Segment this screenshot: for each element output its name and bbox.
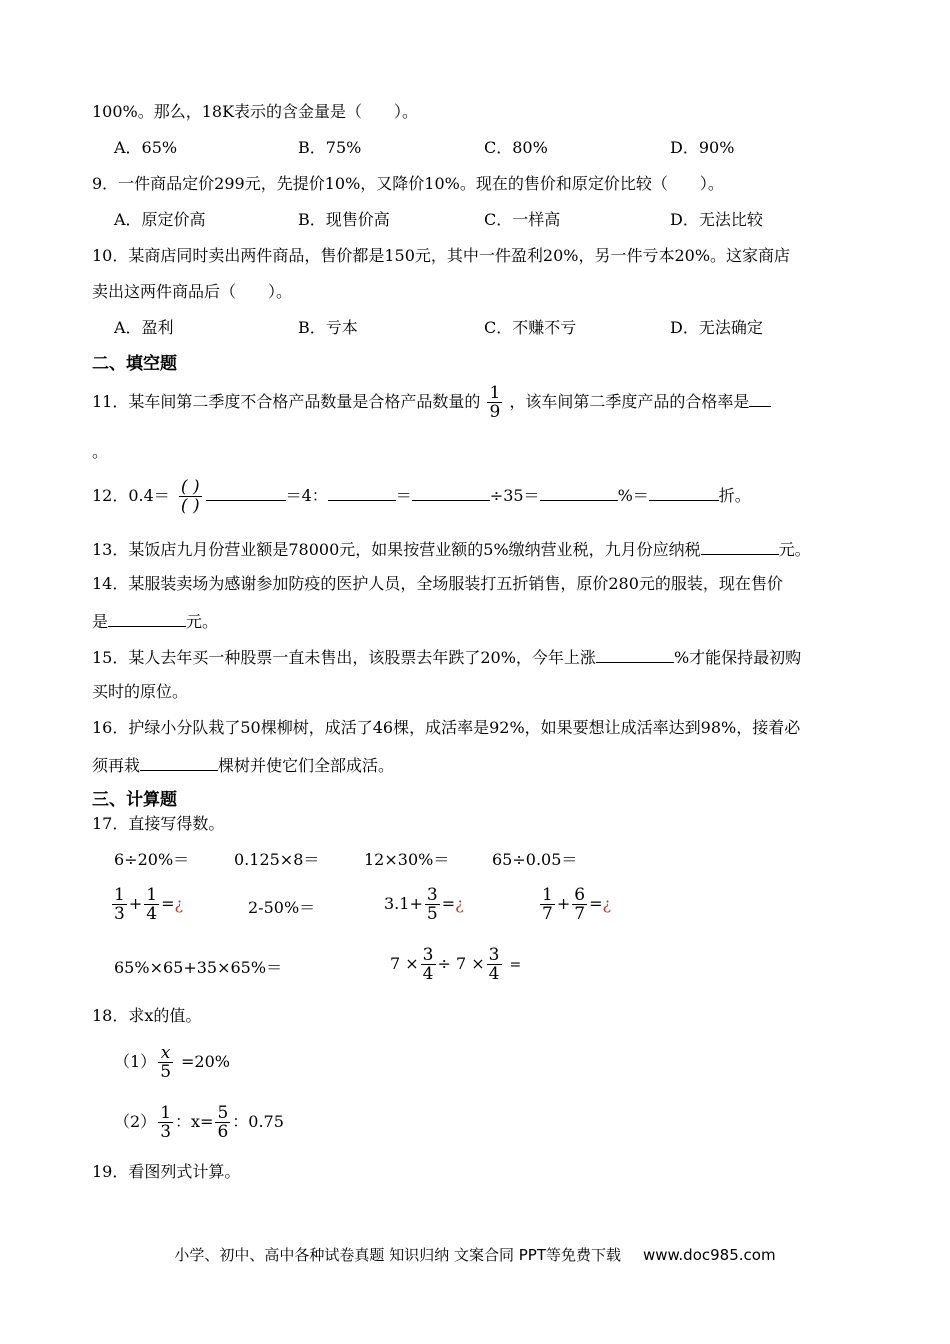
q12-part-a: 12．0.4＝ xyxy=(92,486,170,505)
calc-10-frac-2-num: 3 xyxy=(488,945,500,965)
calc-7-equals: = xyxy=(441,894,456,913)
calc-5 xyxy=(110,884,183,924)
q10-option-b: B．亏本 xyxy=(298,318,358,337)
q13-part-a: 13．某饭店九月份营业额是78000元，如果按营业额的5%缴纳营业税，九月份应纳税 xyxy=(92,540,701,559)
q9-option-c: C．一样高 xyxy=(484,210,561,229)
q11-end: 。 xyxy=(92,442,109,461)
calc-8-frac-1-den: 7 xyxy=(542,904,553,924)
calc-10-frac-2 xyxy=(487,946,502,983)
q12-text xyxy=(92,474,751,518)
calc-10-frac-1 xyxy=(421,946,436,983)
calc-10-equals: = xyxy=(509,957,522,973)
q10-line1: 10．某商店同时卖出两件商品，售价都是150元，其中一件盈利20%，另一件亏本20%。这家商店 xyxy=(92,246,791,265)
page-footer xyxy=(0,1244,950,1265)
q12-part-b: ＝4： xyxy=(285,486,328,505)
q12-part-e: %＝ xyxy=(617,486,649,505)
q10-option-a: A．盈利 xyxy=(114,318,174,337)
q18-eq-1-rhs: =20% xyxy=(181,1052,230,1071)
calc-9: 65%×65+35×65%＝ xyxy=(114,958,283,977)
q8-tail: 100%。那么，18K表示的含金量是（ ）。 xyxy=(92,102,419,121)
q18-eq-2-frac-1-den: 3 xyxy=(160,1122,172,1142)
q18-eq-2 xyxy=(114,1102,284,1142)
q12-part-d: ÷35＝ xyxy=(489,486,540,505)
q10-option-c: C．不赚不亏 xyxy=(484,318,577,337)
calc-8-frac-1 xyxy=(540,886,555,923)
q14-line2 xyxy=(92,610,218,632)
q11-fraction-denominator: 9 xyxy=(489,402,501,422)
q13-part-b: 元。 xyxy=(778,540,811,559)
q14-line1: 14．某服装卖场为感谢参加防疫的医护人员，全场服装打五折销售，原价280元的服装，现在售价 xyxy=(92,574,783,593)
footer-text: 小学、初中、高中各种试卷真题 知识归纳 文案合同 PPT等免费下载 xyxy=(174,1246,621,1264)
q16-part-b: 棵树并使它们全部成活。 xyxy=(218,756,395,775)
q8-option-d: D．90% xyxy=(670,138,735,157)
calc-10-mid: ÷ 7 × xyxy=(437,954,485,973)
q13-blank[interactable] xyxy=(701,538,779,555)
q18-eq-1 xyxy=(114,1042,230,1082)
q9-text: 9．一件商品定价299元，先提价10%，又降价10%。现在的售价和原定价比较（ ）。 xyxy=(92,174,724,193)
q11-blank[interactable] xyxy=(749,390,771,407)
q16-part-a: 须再栽 xyxy=(92,756,141,775)
q12-fraction-numerator: ( ) xyxy=(180,477,200,497)
calc-7 xyxy=(384,884,464,924)
q18-eq-1-label: （1） xyxy=(114,1052,157,1071)
q14-part-a: 是 xyxy=(92,612,109,631)
calc-5-plus: + xyxy=(128,894,143,913)
calc-1: 6÷20%＝ xyxy=(114,850,190,869)
calc-8 xyxy=(538,884,611,924)
q8-option-b: B．75% xyxy=(298,138,362,157)
q15-blank[interactable] xyxy=(596,646,674,663)
q11-fraction-numerator: 1 xyxy=(489,383,501,403)
q10-line2: 卖出这两件商品后（ ）。 xyxy=(92,282,293,301)
calc-7-glyph: ¿ xyxy=(455,894,464,913)
q18-text: 18．求x的值。 xyxy=(92,1006,202,1025)
calc-4: 65÷0.05＝ xyxy=(492,850,578,869)
calc-10-frac-2-den: 4 xyxy=(488,964,500,984)
q11-part-a: 11．某车间第二季度不合格产品数量是合格产品数量的 xyxy=(92,392,481,411)
calc-5-frac-2-num: 1 xyxy=(146,885,158,905)
q17-text: 17．直接写得数。 xyxy=(92,814,225,833)
calc-8-glyph: ¿ xyxy=(602,894,612,913)
q18-eq-2-frac-1 xyxy=(158,1104,173,1141)
q15-line1 xyxy=(92,646,801,668)
q12-blank-5[interactable] xyxy=(649,484,719,501)
calc-5-glyph: ¿ xyxy=(174,894,184,913)
q9-option-a: A．原定价高 xyxy=(114,210,206,229)
calc-8-frac-2-num: 6 xyxy=(574,885,586,905)
calc-2: 0.125×8＝ xyxy=(234,850,320,869)
calc-8-frac-1-num: 1 xyxy=(542,885,553,905)
calc-10 xyxy=(390,944,521,985)
q8-option-c: C．80% xyxy=(484,138,548,157)
q9-option-d: D．无法比较 xyxy=(670,210,763,229)
calc-5-equals: = xyxy=(161,894,175,913)
q16-blank[interactable] xyxy=(140,754,218,771)
q11-part-b: ，该车间第二季度产品的合格率是 xyxy=(509,392,750,411)
calc-7-frac-num: 3 xyxy=(426,885,438,905)
q18-eq-2-frac-2 xyxy=(215,1104,230,1141)
calc-3: 12×30%＝ xyxy=(364,850,450,869)
calc-5-frac-2 xyxy=(144,886,159,923)
q9-option-b: B．现售价高 xyxy=(298,210,390,229)
calc-10-frac-1-den: 4 xyxy=(422,964,434,984)
q14-blank[interactable] xyxy=(108,610,186,627)
section-fill-in-heading: 二、填空题 xyxy=(92,354,177,374)
calc-5-frac-1 xyxy=(112,886,127,923)
q18-eq-1-frac xyxy=(158,1044,173,1081)
q18-eq-2-label: （2） xyxy=(114,1112,157,1131)
calc-8-plus: + xyxy=(556,894,571,913)
footer-url[interactable]: www.doc985.com xyxy=(642,1246,776,1264)
q18-eq-2-frac-2-num: 5 xyxy=(217,1103,229,1123)
q18-eq-2-frac-2-den: 6 xyxy=(217,1122,229,1142)
section-calculation-heading: 三、计算题 xyxy=(92,790,177,810)
q18-eq-2-frac-1-num: 1 xyxy=(160,1103,172,1123)
q18-eq-2-rhs: ：0.75 xyxy=(232,1112,284,1131)
calc-8-frac-2-den: 7 xyxy=(574,904,586,924)
q14-part-b: 元。 xyxy=(186,612,219,631)
q12-part-f: 折。 xyxy=(718,486,751,505)
q19-text: 19．看图列式计算。 xyxy=(92,1162,241,1181)
calc-7-frac xyxy=(425,886,440,923)
calc-8-equals: = xyxy=(589,894,603,913)
calc-8-frac-2 xyxy=(572,886,587,923)
q13-text xyxy=(92,538,811,560)
q15-part-a: 15．某人去年买一种股票一直未售出，该股票去年跌了20%，今年上涨 xyxy=(92,648,596,667)
q12-blank-3[interactable] xyxy=(412,484,490,501)
calc-5-frac-1-den: 3 xyxy=(114,904,125,924)
q12-fraction xyxy=(179,478,202,515)
calc-5-frac-1-num: 1 xyxy=(114,885,125,905)
calc-5-frac-2-den: 4 xyxy=(146,904,158,924)
calc-7-lead: 3.1+ xyxy=(384,894,423,913)
q12-blank-2[interactable] xyxy=(328,484,396,501)
q18-eq-1-frac-den: 5 xyxy=(160,1062,172,1082)
q12-part-c: ＝ xyxy=(395,486,412,505)
q15-part-b: %才能保持最初购 xyxy=(673,648,802,667)
calc-7-frac-den: 5 xyxy=(426,904,438,924)
q18-eq-1-frac-num: x xyxy=(160,1043,171,1063)
q18-eq-2-mid: ：x= xyxy=(175,1112,214,1131)
q16-line2 xyxy=(92,754,394,776)
calc-10-lead: 7 × xyxy=(390,954,419,973)
q11-text xyxy=(92,382,771,422)
q16-line1: 16．护绿小分队栽了50棵柳树，成活了46棵，成活率是92%，如果要想让成活率达到98%，接着必 xyxy=(92,718,801,737)
q12-blank-4[interactable] xyxy=(540,484,618,501)
q15-line2: 买时的原位。 xyxy=(92,682,189,701)
q12-blank-1[interactable] xyxy=(206,484,286,501)
q12-fraction-denominator: ( ) xyxy=(180,496,200,516)
q10-option-d: D．无法确定 xyxy=(670,318,763,337)
q8-option-a: A．65% xyxy=(114,138,178,157)
q11-fraction xyxy=(487,384,502,421)
calc-6: 2-50%＝ xyxy=(248,898,316,917)
calc-10-frac-1-num: 3 xyxy=(422,945,434,965)
